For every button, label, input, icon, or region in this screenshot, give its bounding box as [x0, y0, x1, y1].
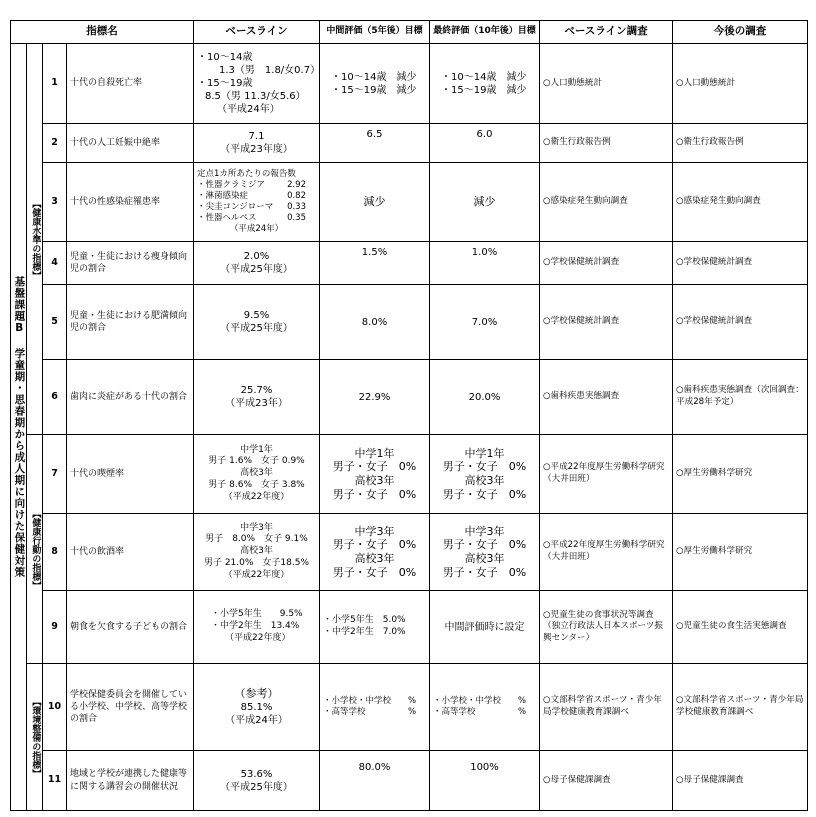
row-number: 2	[43, 124, 67, 163]
header-indicator: 指標名	[11, 21, 194, 44]
future-survey-cell: ○学校保健統計調査	[673, 242, 808, 285]
baseline-survey-cell: ○学校保健統計調査	[540, 285, 673, 360]
table-row	[11, 124, 808, 163]
future-survey-cell: ○歯科疾患実態調査（次回調査：平成28年予定）	[673, 360, 808, 435]
row-number: 8	[43, 514, 67, 591]
baseline-line: （平成25年度）	[220, 323, 293, 334]
final-line: ・10～14歳 減少	[441, 71, 527, 83]
baseline-title: 定点1カ所あたりの報告数	[197, 168, 296, 179]
baseline-line: 7.1	[248, 131, 265, 142]
baseline-item	[197, 213, 316, 224]
baseline-item-value: 0.35	[287, 213, 306, 224]
indicator-name: 十代の喫煙率	[67, 435, 194, 514]
health-level-group-label: 【健康水準の指標】	[27, 44, 43, 435]
indicator-name: 朝食を欠食する子どもの割合	[67, 591, 194, 664]
baseline-survey-cell: ○歯科疾患実態調査	[540, 360, 673, 435]
mid-target-cell: 8.0%	[320, 285, 430, 360]
baseline-line: （平成22年度）	[225, 632, 291, 643]
baseline-line: 男子 8.6% 女子 3.8%	[208, 479, 305, 490]
mid-line: ・高等学校 %	[323, 707, 417, 717]
mid-line: 男子・女子 0%	[332, 460, 417, 474]
baseline-item-label: ・尖圭コンジローマ	[197, 202, 274, 212]
header-baseline: ベースライン	[194, 21, 320, 44]
baseline-line: ・小学5年生 9.5%	[211, 609, 303, 620]
mid-line: 中学3年	[354, 524, 395, 538]
indicator-name: 十代の人工妊娠中絶率	[67, 124, 194, 163]
mid-line: ・小学校・中学校 %	[323, 695, 417, 706]
baseline-survey-cell: ○人口動態統計	[540, 44, 673, 124]
row-number: 1	[43, 44, 67, 124]
future-survey-cell: ○学校保健統計調査	[673, 285, 808, 360]
mid-target-cell	[320, 44, 430, 124]
baseline-survey-cell: ○平成22年度厚生労働科学研究（大井田班）	[540, 435, 673, 514]
mid-line: ・10～14歳 減少	[331, 71, 417, 83]
baseline-line: 8.5（男 11.3/女5.6）	[205, 91, 306, 102]
final-line: 男子・女子 0%	[442, 538, 527, 552]
final-line: 男子・女子 0%	[442, 565, 527, 579]
final-target-cell: 6.0	[430, 124, 540, 163]
baseline-cell	[194, 285, 320, 360]
main-group-label: 基盤課題B 学童期・思春期から成人期に向けた保健対策	[11, 44, 27, 811]
baseline-line: （平成25年度）	[220, 781, 293, 793]
mid-line: ・15～19歳 減少	[331, 84, 417, 96]
baseline-line: （平成22年度）	[223, 491, 290, 502]
baseline-line: （平成23年）	[225, 398, 288, 409]
baseline-line: 男子 1.6% 女子 0.9%	[208, 456, 305, 467]
baseline-line: 中学1年	[240, 444, 273, 455]
baseline-line: （平成25年度）	[220, 264, 293, 275]
row-number: 3	[43, 163, 67, 242]
baseline-line: ・中学2年生 13.4%	[211, 621, 300, 632]
row-number: 11	[43, 751, 67, 811]
final-line: 高校3年	[464, 474, 505, 487]
baseline-cell	[194, 124, 320, 163]
mid-line: ・小学5年生 5.0%	[323, 615, 406, 626]
table-row	[11, 751, 808, 811]
baseline-cell	[194, 751, 320, 811]
final-line: ・小学校・中学校 %	[433, 695, 527, 706]
baseline-lines	[197, 51, 321, 116]
final-line: 中学3年	[464, 524, 505, 538]
baseline-item	[197, 202, 316, 213]
baseline-line: 2.0%	[243, 251, 270, 262]
indicator-name: 歯肉に炎症がある十代の割合	[67, 360, 194, 435]
table-row	[11, 242, 808, 285]
final-line: 中学1年	[464, 446, 505, 460]
final-target-cell: 7.0%	[430, 285, 540, 360]
indicator-table	[10, 20, 808, 811]
table-row	[11, 664, 808, 751]
future-survey-cell: ○人口動態統計	[673, 44, 808, 124]
baseline-line: （平成22年度）	[223, 569, 290, 580]
final-line: 男子・女子 0%	[442, 460, 527, 474]
baseline-cell	[194, 514, 320, 591]
baseline-survey-cell: ○平成22年度厚生労働科学研究（大井田班）	[540, 514, 673, 591]
baseline-cell	[194, 360, 320, 435]
baseline-year: （平成24年）	[229, 224, 284, 235]
baseline-line: 25.7%	[240, 385, 273, 396]
baseline-cell	[194, 591, 320, 664]
mid-target-cell	[320, 591, 430, 664]
baseline-line: 53.6%	[240, 768, 273, 780]
baseline-line: （参考）	[234, 686, 279, 700]
indicator-name: 十代の性感染症罹患率	[67, 163, 194, 242]
indicator-name: 地域と学校が連携した健康等に関する講習会の開催状況	[67, 751, 194, 811]
header-row	[11, 21, 808, 44]
future-survey-cell: ○文部科学省スポーツ・青少年局学校健康教育課調べ	[673, 664, 808, 751]
header-future-survey: 今後の調査	[673, 21, 808, 44]
table-row	[11, 591, 808, 664]
header-mid-target: 中間評価（5年後）目標	[320, 21, 430, 44]
table-row	[11, 435, 808, 514]
future-survey-cell: ○厚生労働科学研究	[673, 435, 808, 514]
baseline-survey-cell: ○衛生行政報告例	[540, 124, 673, 163]
mid-target-cell	[320, 514, 430, 591]
final-target-cell: 20.0%	[430, 360, 540, 435]
baseline-line: （平成24年）	[217, 104, 280, 115]
future-survey-cell: ○衛生行政報告例	[673, 124, 808, 163]
baseline-line: 男子 8.0% 女子 9.1%	[205, 534, 308, 545]
baseline-survey-cell: ○母子保健課調査	[540, 751, 673, 811]
mid-line: 男子・女子 0%	[332, 487, 417, 501]
environment-group-label: 【環境整備の指標】	[27, 664, 43, 811]
indicator-name: 十代の飲酒率	[67, 514, 194, 591]
baseline-line: 高校3年	[240, 468, 273, 479]
row-number: 7	[43, 435, 67, 514]
baseline-cell	[194, 242, 320, 285]
future-survey-cell: ○母子保健課調査	[673, 751, 808, 811]
mid-target-cell: 22.9%	[320, 360, 430, 435]
mid-line: 男子・女子 0%	[332, 565, 417, 579]
table-row	[11, 360, 808, 435]
table-row	[11, 44, 808, 124]
mid-target-cell	[320, 435, 430, 514]
mid-line: ・中学2年生 7.0%	[323, 627, 406, 637]
indicator-name: 十代の自殺死亡率	[67, 44, 194, 124]
final-target-cell: 100%	[430, 751, 540, 811]
baseline-cell	[194, 664, 320, 751]
indicator-name: 児童・生徒における痩身傾向児の割合	[67, 242, 194, 285]
future-survey-cell: ○感染症発生動向調査	[673, 163, 808, 242]
baseline-cell	[194, 44, 320, 124]
future-survey-cell: ○厚生労働科学研究	[673, 514, 808, 591]
mid-line: 中学1年	[354, 446, 395, 460]
baseline-item-value: 0.82	[287, 190, 306, 201]
baseline-survey-cell: ○感染症発生動向調査	[540, 163, 673, 242]
final-line: 高校3年	[464, 552, 505, 565]
final-line: ・高等学校 %	[433, 707, 527, 717]
baseline-item-value: 2.92	[287, 179, 306, 190]
indicator-name: 児童・生徒における肥満傾向児の割合	[67, 285, 194, 360]
baseline-survey-cell: ○児童生徒の食事状況等調査（独立行政法人日本スポーツ振興センター）	[540, 591, 673, 664]
baseline-line: 1.3（男 1.8/女0.7）	[219, 65, 321, 76]
header-final-target: 最終評価（10年後）目標	[430, 21, 540, 44]
baseline-line: 男子 21.0% 女子18.5%	[203, 557, 310, 568]
baseline-item-value: 0.33	[287, 202, 306, 212]
row-number: 5	[43, 285, 67, 360]
baseline-line: 9.5%	[243, 310, 270, 321]
indicator-name: 学校保健委員会を開催している小学校、中学校、高等学校の割合	[67, 664, 194, 751]
final-target-cell: 1.0%	[430, 242, 540, 285]
final-target-cell	[430, 514, 540, 591]
baseline-cell	[194, 435, 320, 514]
row-number: 6	[43, 360, 67, 435]
future-survey-cell: ○児童生徒の食生活実態調査	[673, 591, 808, 664]
final-target-cell: 中間評価時に設定	[430, 591, 540, 664]
mid-line: 高校3年	[354, 552, 395, 565]
header-baseline-survey: ベースライン調査	[540, 21, 673, 44]
final-target-cell	[430, 44, 540, 124]
baseline-line: （平成24年）	[225, 715, 288, 727]
row-number: 10	[43, 664, 67, 751]
baseline-line: 中学3年	[240, 522, 273, 533]
baseline-item-label: ・淋菌感染症	[197, 190, 249, 201]
mid-target-cell: 6.5	[320, 124, 430, 163]
health-behavior-group-label: 【健康行動の指標】	[27, 435, 43, 664]
baseline-survey-cell: ○文部科学省スポーツ・青少年局学校健康教育課調べ	[540, 664, 673, 751]
table-row	[11, 514, 808, 591]
baseline-line: 高校3年	[240, 546, 273, 557]
mid-line: 男子・女子 0%	[332, 538, 417, 552]
baseline-line: 85.1%	[240, 702, 273, 714]
baseline-line: （平成23年度）	[220, 144, 293, 155]
table-row	[11, 285, 808, 360]
baseline-line: ・15～19歳	[197, 78, 253, 89]
mid-target-cell	[320, 664, 430, 751]
baseline-item	[197, 191, 316, 202]
baseline-line: ・10～14歳	[197, 52, 253, 63]
baseline-item	[197, 180, 316, 191]
mid-target-cell: 減少	[320, 163, 430, 242]
final-target-cell	[430, 435, 540, 514]
baseline-cell	[194, 163, 320, 242]
table-row	[11, 163, 808, 242]
mid-line: 高校3年	[354, 474, 395, 487]
final-target-cell: 減少	[430, 163, 540, 242]
final-target-cell	[430, 664, 540, 751]
mid-target-cell: 80.0%	[320, 751, 430, 811]
final-line: 男子・女子 0%	[442, 487, 527, 501]
baseline-survey-cell: ○学校保健統計調査	[540, 242, 673, 285]
baseline-item-label: ・性器ヘルペス	[197, 213, 257, 224]
baseline-item-label: ・性器クラミジア	[197, 179, 266, 190]
mid-target-cell: 1.5%	[320, 242, 430, 285]
final-line: ・15～19歳 減少	[441, 84, 527, 96]
row-number: 4	[43, 242, 67, 285]
row-number: 9	[43, 591, 67, 664]
